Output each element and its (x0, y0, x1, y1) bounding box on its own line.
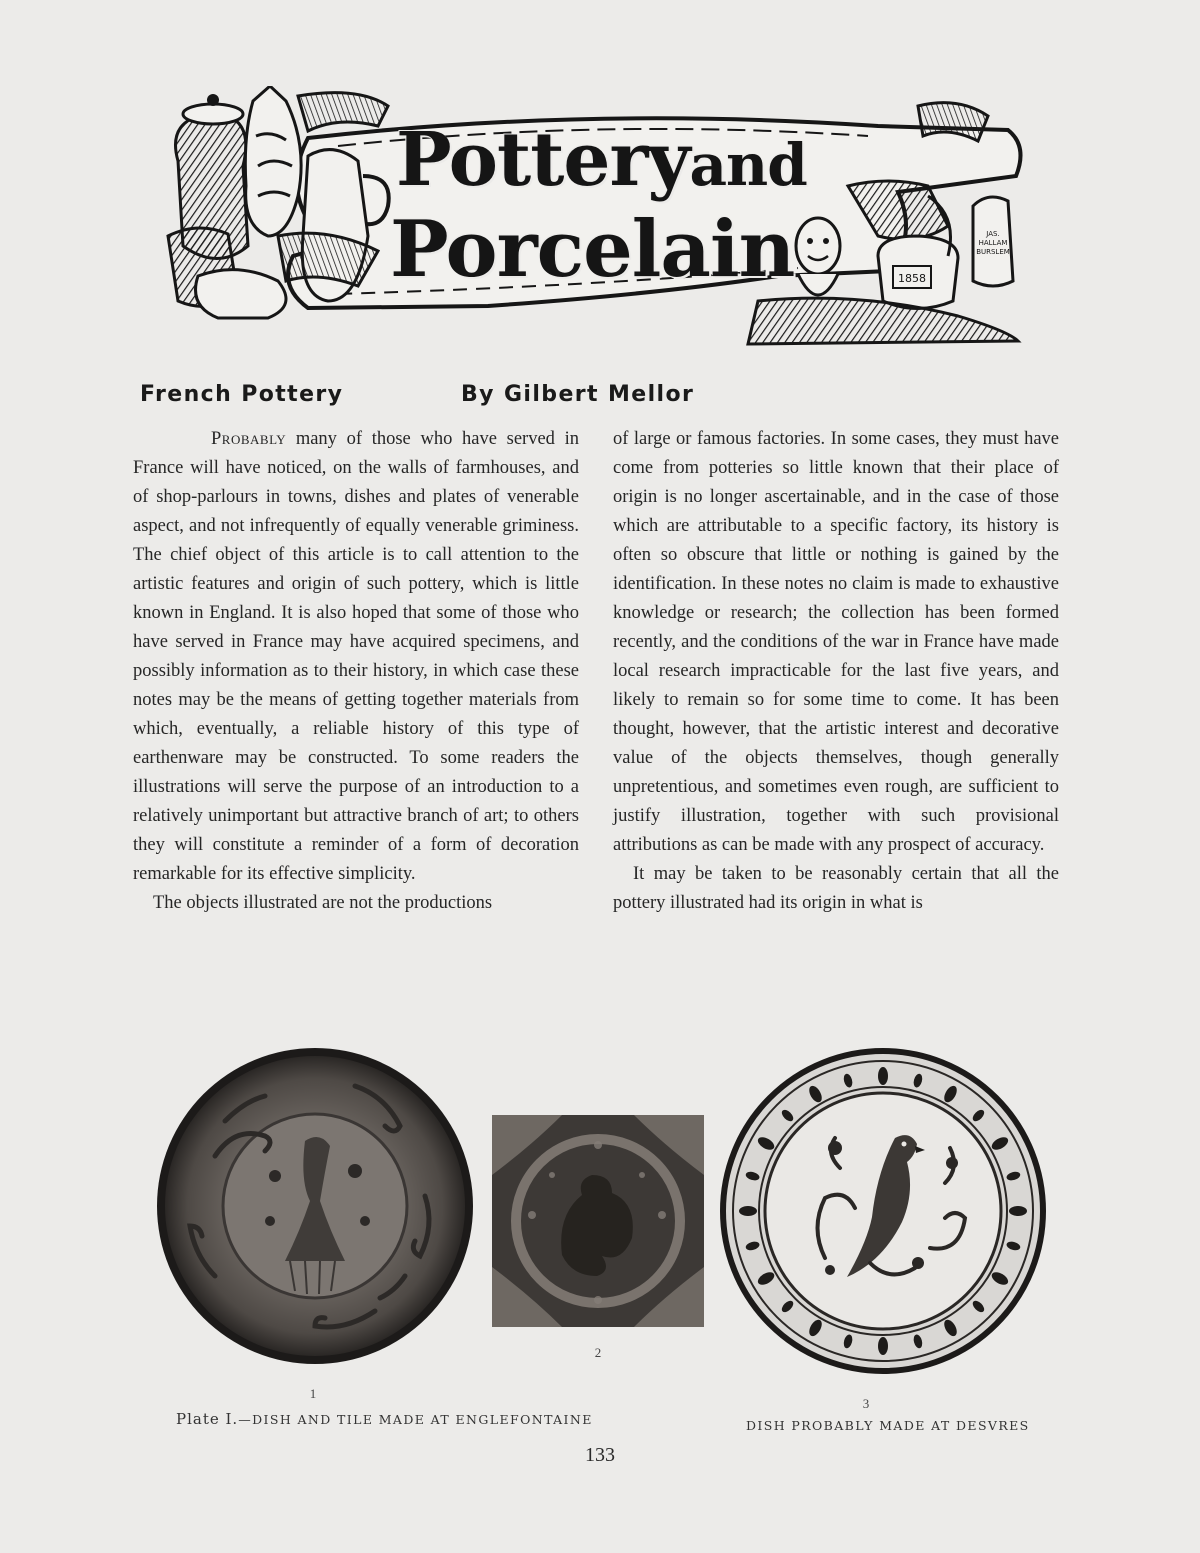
text-column-right (613, 425, 1059, 918)
paragraph (133, 425, 579, 889)
caption-desvres: DISH PROBABLY MADE AT DESVRES (746, 1418, 1030, 1433)
figure-3-number: 3 (862, 1396, 870, 1411)
page-number: 133 (585, 1444, 615, 1466)
tile-image (492, 1115, 704, 1327)
paragraph: It may be taken to be reasonably certain that all the pottery illustrated had its origin in what is (613, 864, 1059, 913)
masthead-jar-label: JAS. HALLAM BURSLEM (976, 230, 1010, 256)
figure-3-dish (720, 1048, 1046, 1374)
caption-plate-label: Plate I. (176, 1410, 239, 1428)
masthead-sign-label: 1858 (898, 272, 926, 285)
paragraph: The objects illustrated are not the productions (153, 893, 493, 913)
text-column-left (133, 425, 579, 918)
paragraph: of large or famous factories. In some cases, they must have come from potteries so little known that their place of origin is no longer ascertainable, and in the case of those which are attributable to a specific factory, its history is often so obscure that little or nothing is gained by the identification. In these notes no claim is made to exhaustive knowledge or research; the collection has been formed recently, and the conditions of the war in France have made local research impracticable for the last five years, and likely to remain so for some time to come. It has been thought, however, that the artistic interest and decorative value of the objects themselves, though generally unpretentious, and sometimes even rough, are sufficient to justify illustration, together with such provisional attributions as can be made with any prospect of accuracy. (613, 429, 1059, 855)
caption-plate-1 (176, 1410, 593, 1428)
figure-2-tile (492, 1115, 704, 1327)
article-byline: By Gilbert Mellor (461, 382, 695, 407)
masthead-title-pottery: Pottery (396, 117, 690, 203)
dish-image (155, 1046, 475, 1366)
figure-1-dish (155, 1046, 475, 1366)
figure-2-number: 2 (594, 1345, 602, 1360)
masthead-banner (158, 86, 1038, 348)
masthead-title-line2: Porcelain (390, 204, 795, 295)
article-title: French Pottery (140, 382, 344, 407)
caption-plate-text: —DISH AND TILE MADE AT ENGLEFONTAINE (238, 1412, 593, 1427)
masthead-title-line1 (396, 117, 807, 205)
paragraph-lead-word: Probably (211, 429, 287, 449)
dish-image (720, 1048, 1046, 1374)
masthead-title-and: and (689, 131, 807, 199)
figure-1-number: 1 (309, 1386, 317, 1401)
paragraph-text: many of those who have served in France will have noticed, on the walls of farmhouses, and of shop-parlours in towns, dishes and plates of venerable aspect, and not infrequently of equally venerable griminess. The chief object of this article is to call attention to the artistic features and origin of such pottery, which is little known in England. It is also hoped that some of those who have served in France may have acquired specimens, and possibly information as to their history, in which case these notes may be the means of getting together materials from which, eventually, a reliable history of this type of earthenware may be constructed. To some readers the illustrations will serve the purpose of an introduction to a relatively unimportant but attractive branch of art; to others they will constitute a reminder of a form of decoration remarkable for its effective simplicity. (133, 429, 579, 884)
